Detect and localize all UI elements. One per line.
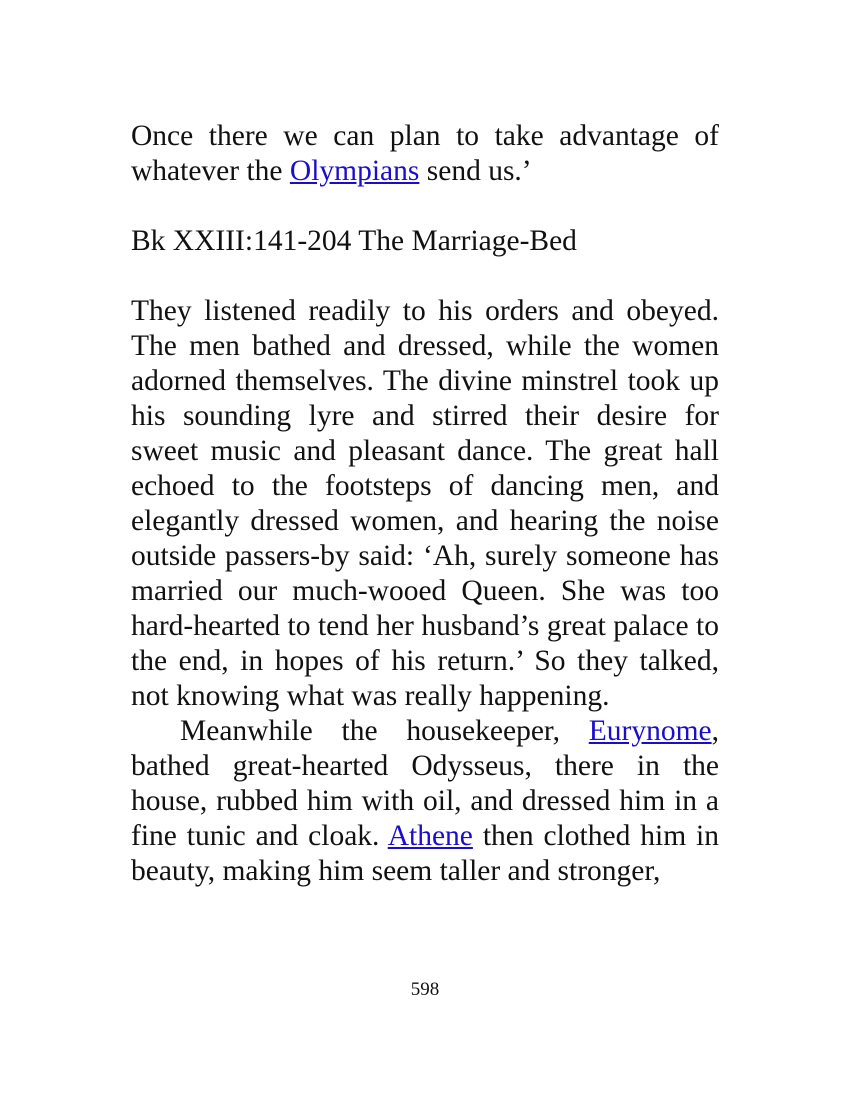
paragraph-celebration: They listened readily to his orders and obeyed. The men bathed and dressed, while the women adorned themselves. The divine minstrel took up his sounding lyre and stirred their desire for sweet music and pleasant dance. The great hall echoed to the footsteps of dancing men, and elegantly dressed women, and hearing the noise outside passers-by said: ‘Ah, surely someone has married our much-wooed Queen. She was too hard-hearted to tend her husband’s great palace to the end, in hopes of his return.’ So they talked, not knowing what was really happening. — [131, 295, 719, 712]
link-athene[interactable]: Athene — [387, 820, 473, 852]
page-body — [131, 119, 719, 889]
paragraph-closing-speech — [131, 119, 719, 189]
page-number: 598 — [410, 979, 440, 1000]
paragraph-text: Meanwhile the housekeeper, — [180, 715, 589, 747]
section-heading: Bk XXIII:141-204 The Marriage-Bed — [131, 225, 577, 257]
link-olympians[interactable]: Olympians — [289, 155, 420, 187]
paragraph-text: , bathed great-hearted Odysseus, there in the house, rubbed him with oil, and dressed him in a fine tunic and cloak. — [131, 715, 719, 852]
paragraph-text: send us.’ — [419, 155, 532, 187]
paragraph-text: then clothed him in beauty, making him seem taller and stronger, — [131, 820, 719, 887]
paragraph-text: Once there we can plan to take advantage of whatever the — [131, 120, 719, 187]
paragraph-odysseus-bathed — [131, 714, 719, 889]
link-eurynome[interactable]: Eurynome — [588, 715, 712, 747]
